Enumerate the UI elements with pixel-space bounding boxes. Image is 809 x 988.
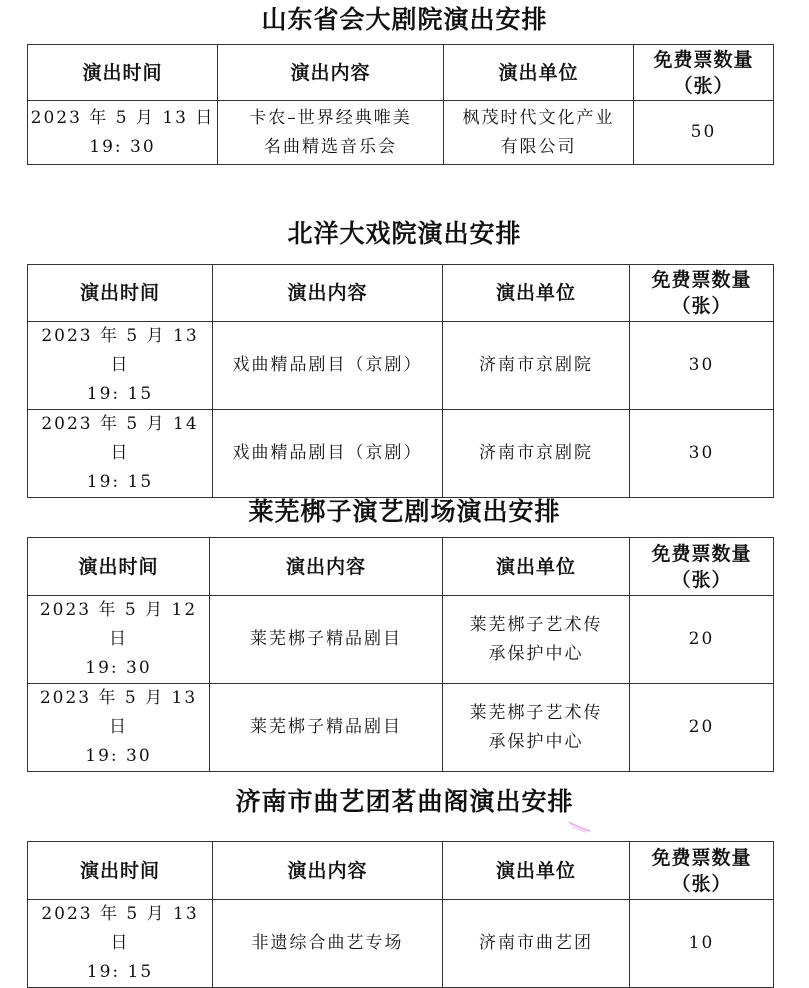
cell-unit bbox=[443, 410, 630, 498]
table-header-row bbox=[28, 265, 774, 322]
table-header-row bbox=[28, 538, 774, 596]
table-row bbox=[28, 322, 774, 410]
cell-time bbox=[28, 684, 210, 772]
header-time: 演出时间 bbox=[28, 842, 213, 900]
cell-tickets: 20 bbox=[630, 684, 774, 772]
cell-clock: 19: 30 bbox=[85, 658, 152, 678]
header-tickets bbox=[630, 538, 774, 596]
cell-content bbox=[210, 684, 443, 772]
cell-content bbox=[213, 410, 443, 498]
cell-date: 2023 年 5 月 12 日 bbox=[39, 600, 198, 649]
cell-content-line: 莱芜梆子精品剧目 bbox=[250, 717, 402, 737]
header-tickets-line2: （张） bbox=[671, 295, 732, 317]
header-time: 演出时间 bbox=[28, 45, 218, 101]
header-unit: 演出单位 bbox=[443, 265, 630, 322]
cell-unit-line: 承保护中心 bbox=[488, 731, 584, 752]
cell-time bbox=[28, 410, 213, 498]
section-title-shandong-grand-theatre: 山东省会大剧院演出安排 bbox=[261, 5, 548, 34]
header-content: 演出内容 bbox=[213, 842, 443, 900]
schedule-table-beiyang-theatre bbox=[27, 264, 774, 498]
table-header-row bbox=[28, 45, 774, 101]
cell-unit-line: 济南市曲艺团 bbox=[479, 933, 593, 953]
header-tickets bbox=[630, 842, 774, 900]
cell-unit-line: 莱芜梆子艺术传 bbox=[469, 614, 603, 635]
cell-unit-line: 承保护中心 bbox=[488, 643, 584, 664]
cell-date: 2023 年 5 月 13 日 bbox=[41, 326, 199, 375]
cell-content bbox=[218, 101, 444, 165]
cell-content-line: 戏曲精品剧目（京剧） bbox=[232, 355, 423, 375]
header-time: 演出时间 bbox=[28, 265, 213, 322]
cell-content bbox=[213, 900, 443, 988]
cell-unit-line: 莱芜梆子艺术传 bbox=[469, 702, 603, 723]
header-content: 演出内容 bbox=[218, 45, 444, 101]
cell-content-line: 戏曲精品剧目（京剧） bbox=[232, 443, 423, 463]
schedule-table-laiwu-bangzi-theatre bbox=[27, 537, 774, 772]
cell-unit bbox=[443, 596, 630, 684]
cell-time bbox=[28, 596, 210, 684]
header-unit: 演出单位 bbox=[443, 842, 630, 900]
cell-time bbox=[28, 101, 218, 165]
table-row bbox=[28, 410, 774, 498]
header-tickets-line1: 免费票数量 bbox=[651, 846, 752, 869]
schedule-table-mingquge bbox=[27, 841, 774, 988]
cell-date: 2023 年 5 月 13 日 bbox=[41, 904, 199, 953]
cell-unit-line: 枫茂时代文化产业 bbox=[462, 107, 615, 128]
header-tickets-line2: （张） bbox=[671, 568, 732, 591]
cell-date: 2023 年 5 月 13 日 bbox=[39, 688, 198, 737]
header-tickets-line1: 免费票数量 bbox=[651, 269, 752, 291]
section-title-beiyang-theatre: 北洋大戏院演出安排 bbox=[287, 219, 522, 248]
header-unit: 演出单位 bbox=[444, 45, 634, 101]
cell-time bbox=[28, 900, 213, 988]
cell-time bbox=[28, 322, 213, 410]
header-tickets-line2: （张） bbox=[673, 74, 734, 97]
cell-clock: 19: 15 bbox=[86, 472, 154, 492]
header-tickets bbox=[634, 45, 774, 101]
cell-date: 2023 年 5 月 13 日 bbox=[30, 107, 215, 128]
cell-unit bbox=[443, 900, 630, 988]
header-time: 演出时间 bbox=[28, 538, 210, 596]
cell-unit-line: 有限公司 bbox=[500, 136, 577, 157]
cell-tickets: 30 bbox=[630, 322, 774, 410]
cell-unit bbox=[443, 684, 630, 772]
cell-unit bbox=[443, 322, 630, 410]
cell-date: 2023 年 5 月 14 日 bbox=[41, 414, 199, 463]
header-tickets-line2: （张） bbox=[671, 872, 732, 895]
header-tickets-line1: 免费票数量 bbox=[653, 48, 754, 71]
section-title-mingquge: 济南市曲艺团茗曲阁演出安排 bbox=[235, 787, 574, 816]
cell-content-line: 非遗综合曲艺专场 bbox=[251, 933, 404, 953]
cell-tickets: 50 bbox=[634, 101, 774, 165]
cell-unit-line: 济南市京剧院 bbox=[479, 443, 593, 463]
cell-clock: 19: 30 bbox=[89, 136, 156, 157]
cell-unit-line: 济南市京剧院 bbox=[479, 355, 593, 375]
cell-tickets: 20 bbox=[630, 596, 774, 684]
stray-mark-icon bbox=[566, 818, 594, 834]
cell-clock: 19: 30 bbox=[85, 746, 152, 766]
header-unit: 演出单位 bbox=[443, 538, 630, 596]
cell-clock: 19: 15 bbox=[86, 384, 154, 404]
table-row bbox=[28, 101, 774, 165]
cell-content-line: 莱芜梆子精品剧目 bbox=[250, 629, 402, 649]
cell-tickets: 30 bbox=[630, 410, 774, 498]
header-tickets bbox=[630, 265, 774, 322]
header-content: 演出内容 bbox=[210, 538, 443, 596]
cell-unit bbox=[444, 101, 634, 165]
cell-content bbox=[213, 322, 443, 410]
table-row bbox=[28, 900, 774, 988]
header-content: 演出内容 bbox=[213, 265, 443, 322]
table-header-row bbox=[28, 842, 774, 900]
cell-content-line: 卡农–世界经典唯美 bbox=[249, 107, 412, 128]
cell-content bbox=[210, 596, 443, 684]
header-tickets-line1: 免费票数量 bbox=[651, 542, 752, 565]
table-row bbox=[28, 684, 774, 772]
cell-clock: 19: 15 bbox=[86, 962, 154, 982]
cell-tickets: 10 bbox=[630, 900, 774, 988]
table-row bbox=[28, 596, 774, 684]
schedule-table-shandong-grand-theatre bbox=[27, 44, 774, 165]
section-title-laiwu-bangzi-theatre: 莱芜梆子演艺剧场演出安排 bbox=[248, 497, 561, 526]
cell-content-line: 名曲精选音乐会 bbox=[264, 136, 397, 157]
